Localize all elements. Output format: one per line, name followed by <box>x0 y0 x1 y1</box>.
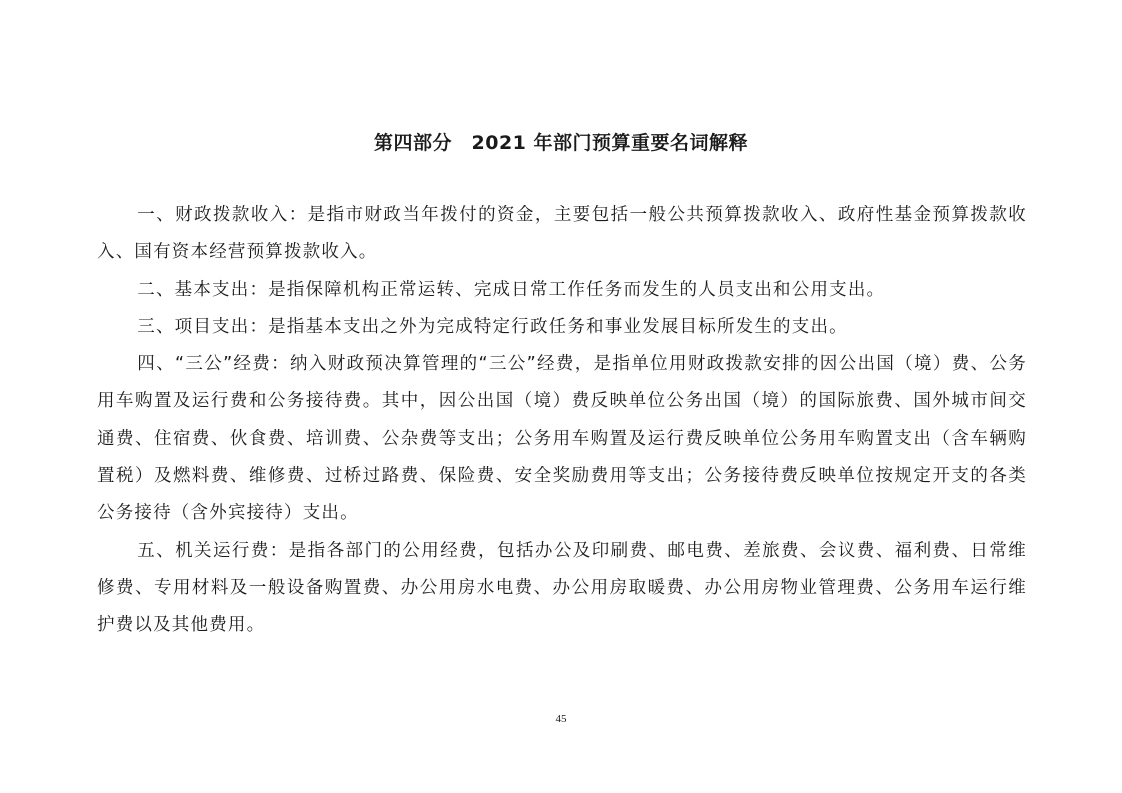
paragraph-basic-expenditure: 二、基本支出：是指保障机构正常运转、完成日常工作任务而发生的人员支出和公用支出。 <box>137 279 886 300</box>
paragraph-agency-operating-expenses: 五、机关运行费：是指各部门的公用经费，包括办公及印刷费、邮电费、差旅费、会议费、福利费、日常维修费、专用材料及一般设备购置费、办公用房水电费、办公用房取暖费、办公用房物业管理费、公务用车运行维护费以及其他费用。 <box>97 540 1027 636</box>
paragraph-project-expenditure: 三、项目支出：是指基本支出之外为完成特定行政任务和事业发展目标所发生的支出。 <box>137 316 848 337</box>
page-title: 第四部分 2021 年部门预算重要名词解释 <box>374 132 748 154</box>
paragraph-three-public-expenses: 四、“三公”经费：纳入财政预决算管理的“三公”经费，是指单位用财政拨款安排的因公出国（境）费、公务用车购置及运行费和公务接待费。其中，因公出国（境）费反映单位公务出国（境）的国际旅费、国外城市间交通费、住宿费、伙食费、培训费、公杂费等支出；公务用车购置及运行费反映单位公务用车购置支出（含车辆购置税）及燃料费、维修费、过桥过路费、保险费、安全奖励费用等支出；公务接待费反映单位按规定开支的各类公务接待（含外宾接待）支出。 <box>97 354 1027 524</box>
page-number: 45 <box>555 713 567 725</box>
document-body <box>97 197 1027 645</box>
paragraph-fiscal-appropriation-income: 一、财政拨款收入：是指市财政当年拨付的资金，主要包括一般公共预算拨款收入、政府性基金预算拨款收入、国有资本经营预算拨款收入。 <box>97 205 1027 263</box>
